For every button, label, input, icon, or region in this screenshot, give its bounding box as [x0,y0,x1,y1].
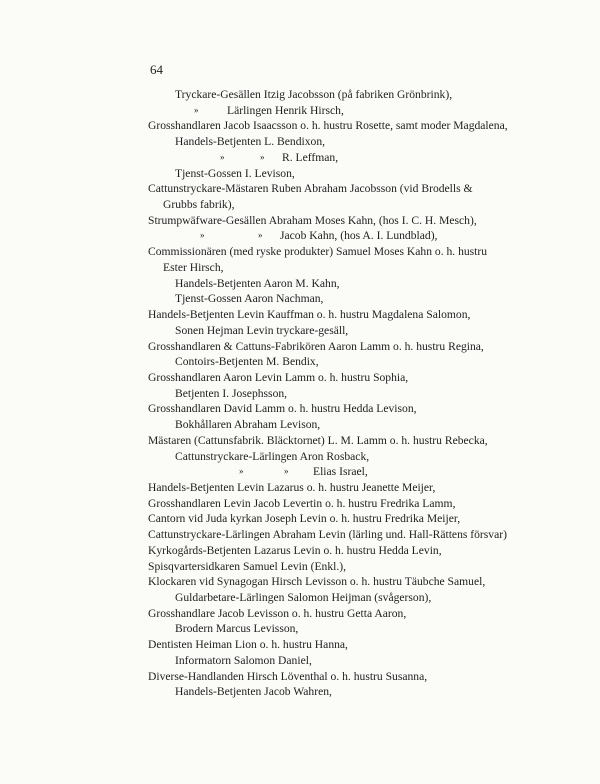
entry-line: » » R. Leffman, [220,150,339,164]
ditto-mark: » [194,104,199,115]
page-number: 64 [150,62,163,77]
entry-line: Grosshandlare Jacob Levisson o. h. hustru Getta Aaron, [148,606,407,620]
entry-line: Kyrkogårds-Betjenten Lazarus Levin o. h. hustru Hedda Levin, [148,543,442,557]
entry-line: Handels-Betjenten Aaron M. Kahn, [175,276,340,290]
entry-line: Cattunstryckare-Mästaren Ruben Abraham Jacobsson (vid Brodells & [148,182,473,196]
entry-line: Betjenten I. Josephsson, [175,386,288,400]
entry-line: Grosshandlaren Levin Jacob Levertin o. h. hustru Fredrika Lamm, [148,496,456,510]
ditto-mark: » [220,151,225,162]
entry-line: Handels-Betjenten Levin Lazarus o. h. hustru Jeanette Meijer, [148,480,436,494]
ditto-mark: » [284,466,289,477]
entry-line: Ester Hirsch, [163,260,224,274]
entry-line: Grosshandlaren Aaron Levin Lamm o. h. hustru Sophia, [148,370,409,384]
entry-line: Grosshandlaren David Lamm o. h. hustru Hedda Levison, [148,402,417,416]
entry-line: Brodern Marcus Levisson, [175,622,299,636]
entry-line: Spisqvartersidkaren Samuel Levin (Enkl.), [148,559,347,573]
register-entries [0,87,600,700]
entry-line: Contoirs-Betjenten M. Bendix, [175,355,319,369]
entry-line: Handels-Betjenten Levin Kauffman o. h. hustru Magdalena Salomon, [148,308,471,322]
entry-line: Tjenst-Gossen I. Levison, [175,166,295,180]
entry-line: » » Jacob Kahn, (hos A. I. Lundblad), [200,229,438,243]
entry-line: Cattunstryckare-Lärlingen Abraham Levin (lärling und. Hall-Rättens försvar) [148,528,507,542]
entry-line: Tjenst-Gossen Aaron Nachman, [175,292,324,306]
entry-line: Guldarbetare-Lärlingen Salomon Heijman (svågerson), [175,591,432,604]
entry-line: Cattunstryckare-Lärlingen Aron Rosback, [175,449,370,463]
entry-line: Bokhållaren Abraham Levison, [175,418,321,432]
entry-line: Grosshandlaren Jacob Isaacsson o. h. hustru Rosette, samt moder Magdalena, [148,119,508,133]
entry-line: Klockaren vid Synagogan Hirsch Levisson o. h. hustru Täubche Samuel, [148,575,486,589]
entry-line: Tryckare-Gesällen Itzig Jacobsson (på fabriken Grönbrink), [175,88,453,101]
entry-line: » Lärlingen Henrik Hirsch, [194,103,344,117]
entry-line: Diverse-Handlanden Hirsch Löventhal o. h. hustru Susanna, [148,669,428,683]
entry-line: » » Elias Israel, [239,465,368,479]
ditto-mark: » [239,466,244,477]
entry-line: Grosshandlaren & Cattuns-Fabrikören Aaron Lamm o. h. hustru Regina, [148,339,484,353]
entry-line: Handels-Betjenten L. Bendixon, [175,135,326,149]
entry-line: Handels-Betjenten Jacob Wahren, [175,685,332,699]
entry-line: Commissionären (med ryske produkter) Samuel Moses Kahn o. h. hustru [148,245,488,259]
ditto-mark: » [200,230,205,241]
entry-line: Dentisten Heiman Lion o. h. hustru Hanna, [148,638,348,652]
ditto-mark: » [258,230,263,241]
entry-line: Cantorn vid Juda kyrkan Joseph Levin o. h. hustru Fredrika Meijer, [148,512,461,526]
entry-line: Grubbs fabrik), [163,198,235,212]
entry-line: Informatorn Salomon Daniel, [175,653,312,667]
entry-line: Strumpwäfware-Gesällen Abraham Moses Kahn, (hos I. C. H. Mesch), [148,213,477,227]
ditto-mark: » [260,151,265,162]
entry-line: Mästaren (Cattunsfabrik. Bläcktornet) L. M. Lamm o. h. hustru Rebecka, [148,433,488,447]
entry-line: Sonen Hejman Levin tryckare-gesäll, [175,323,349,337]
